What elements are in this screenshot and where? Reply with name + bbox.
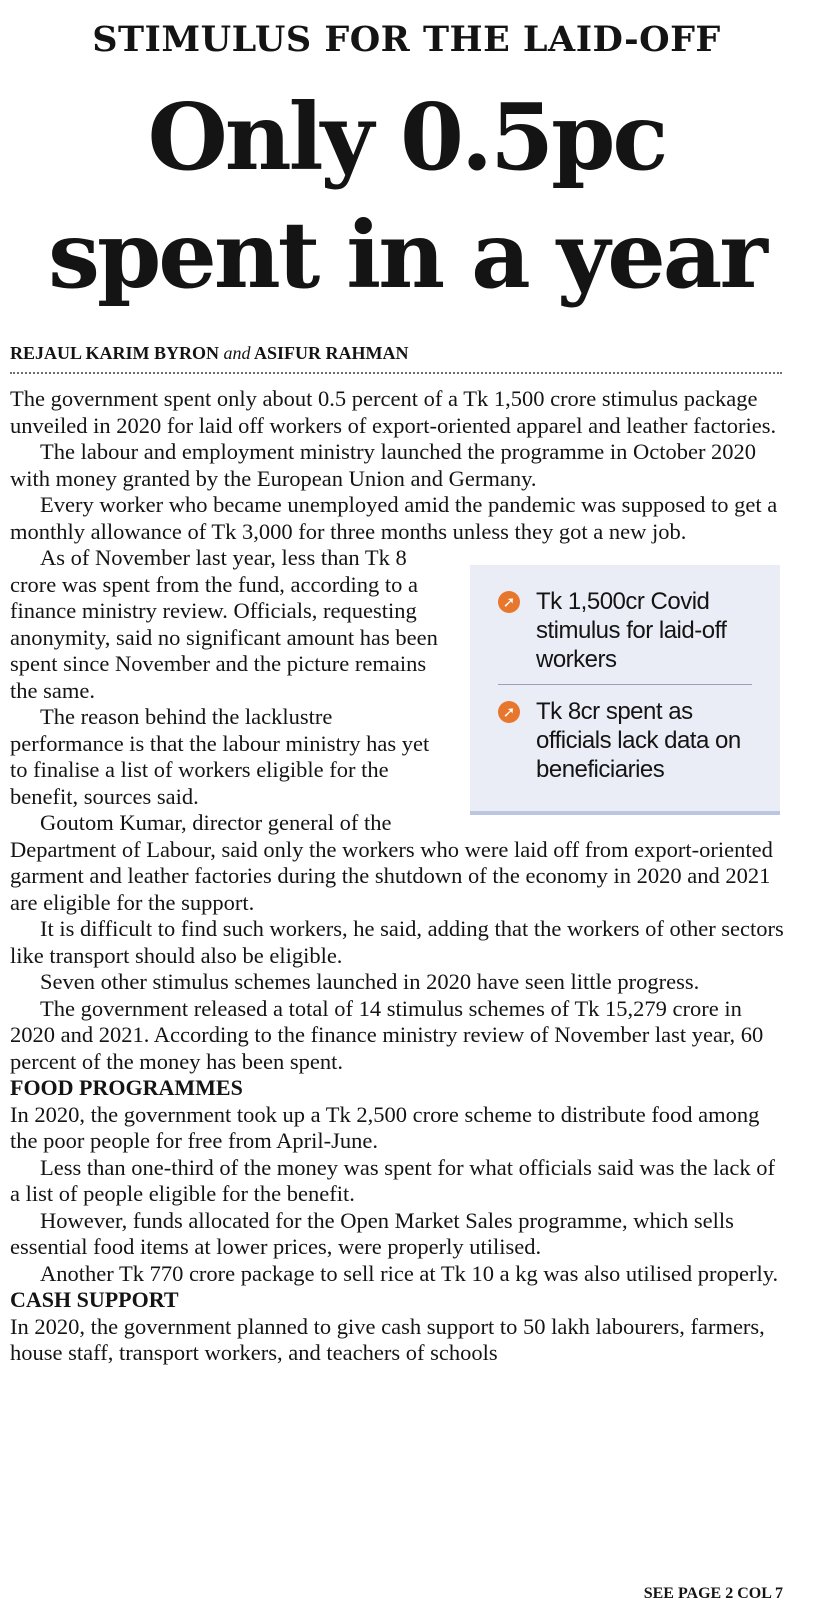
paragraph: Another Tk 770 crore package to sell rice at Tk 10 a kg was also utilised properly. [40,1260,779,1286]
headline-line-2: spent in a year [48,201,765,309]
byline-author-2: ASIFUR RAHMAN [254,343,409,363]
paragraph: Every worker who became unemployed amid the pandemic was supposed to get a monthly allowance of Tk 3,000 for three months unless they got a new job. [10,492,778,544]
highlight-separator [498,684,752,685]
highlight-text: Tk 1,500cr Covid stimulus for laid-off workers [536,588,727,673]
section-heading-cash: CASH SUPPORT [10,1287,179,1312]
arrow-circle-icon: ➚ [498,701,520,723]
paragraph: The reason behind the lacklustre performance is that the labour ministry has yet to finalise a list of workers eligible for the benefit, sources said. [10,704,430,809]
paragraph: The labour and employment ministry launched the programme in October 2020 with money granted by the European Union and Germany. [10,439,757,491]
paragraph: It is difficult to find such workers, he said, adding that the workers of other sectors like transport should also be eligible. [10,916,784,968]
paragraph: In 2020, the government took up a Tk 2,500 crore scheme to distribute food among the poor people for free from April-June. [10,1101,760,1153]
arrow-circle-icon: ➚ [498,591,520,613]
headline-line-1: Only 0.5pc [147,83,666,191]
article-body [10,386,790,1367]
highlight-item [498,587,752,674]
dotted-divider [10,372,782,374]
paragraph: The government released a total of 14 stimulus schemes of Tk 15,279 crore in 2020 and 2021. According to the finance ministry review of November last year, 60 percent of the money has been spent. [10,995,764,1074]
paragraph: Less than one-third of the money was spent for what officials said was the lack of a list of people eligible for the benefit. [10,1154,776,1206]
byline-conjunction: and [223,343,251,363]
paragraph: However, funds allocated for the Open Market Sales programme, which sells essential food items at lower prices, were properly utilised. [10,1207,734,1259]
paragraph: Seven other stimulus schemes launched in 2020 have seen little progress. [40,969,700,994]
kicker: STIMULUS FOR THE LAID-OFF [92,19,721,60]
paragraph: In 2020, the government planned to give cash support to 50 lakh labourers, farmers, house staff, transport workers, and teachers of schools [10,1313,765,1365]
byline-author-1: REJAUL KARIM BYRON [10,343,220,363]
highlight-text: Tk 8cr spent as officials lack data on beneficiaries [536,698,741,783]
highlight-item [498,697,752,784]
paragraph: As of November last year, less than Tk 8 crore was spent from the fund, according to a finance ministry review. Officials, requesting anonymity, said no significant amount has been spent since November and the picture remains the same. [10,545,438,703]
highlights-box [470,565,780,815]
paragraph: Goutom Kumar, director general of the Department of Labour, said only the workers who were laid off from export-oriented garment and leather factories during the shutdown of the economy in 2020 and 2021 are eligible for the support. [10,810,773,915]
paragraph: The government spent only about 0.5 percent of a Tk 1,500 crore stimulus package unveiled in 2020 for laid off workers of export-oriented apparel and leather factories. [10,386,777,438]
section-heading-food: FOOD PROGRAMMES [10,1075,243,1100]
headline [0,78,813,314]
byline [10,342,409,364]
continuation-note: SEE PAGE 2 COL 7 [643,1585,783,1602]
